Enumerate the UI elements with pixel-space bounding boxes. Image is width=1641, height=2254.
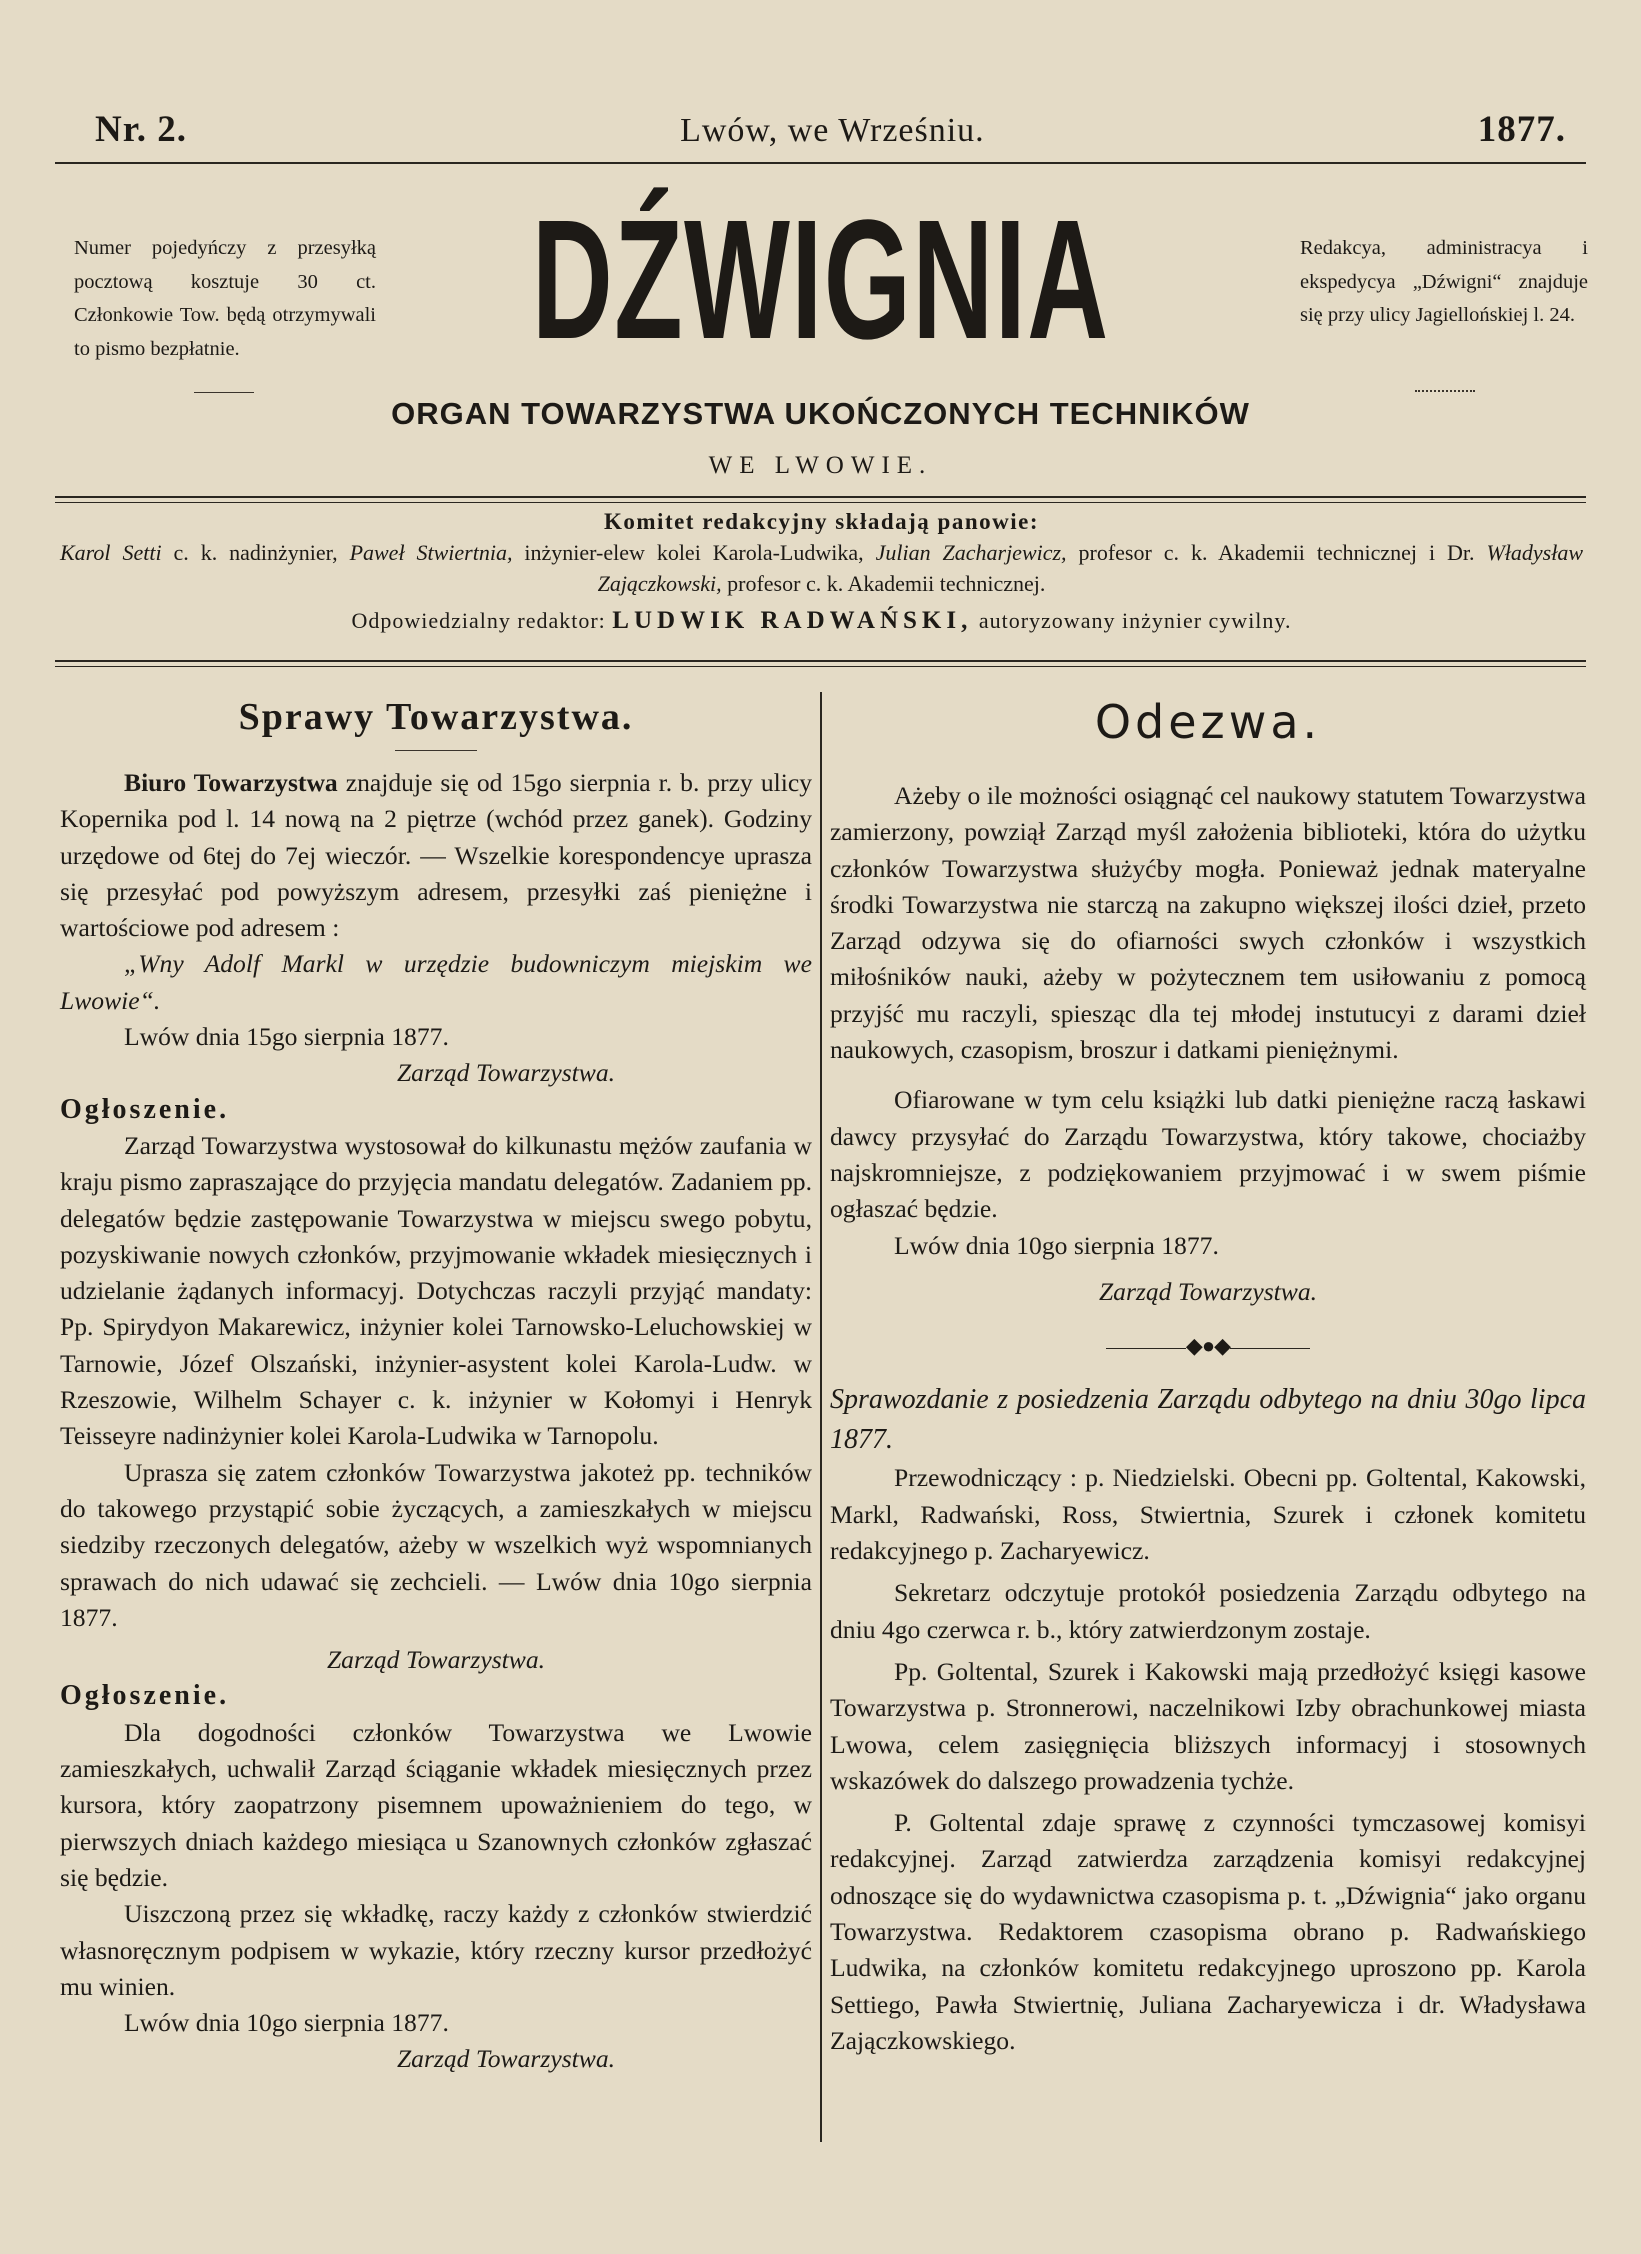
issue-year: 1877.	[1477, 109, 1566, 150]
board-signature: Zarząd Towarzystwa.	[396, 2044, 616, 2074]
committee-double-rule	[55, 660, 1586, 662]
member-role: profesor c. k. Akademii technicznej.	[721, 571, 1046, 596]
issue-number: Nr. 2.	[95, 109, 187, 150]
report-paragraph: P. Goltental zdaje sprawę z czynności tymczasowej komisyi redakcyjnej. Zarząd zatwierdza zarządzenia komisyi redakcyjnej odnoszące się do wydawnictwa czasopisma p. t. „Dźwignia“ jako organu Towarzystwa. Redaktorem czasopisma obrano p. Radwańskiego Ludwika, na członków komitetu redakcyjnego uproszono pp. Karola Settiego, Pawła Stwiertnię, Juliana Zacharyewicza i dr. Władysława Zajączkowskiego.	[830, 1808, 1586, 2055]
society-affairs-heading: Sprawy Towarzystwa.	[238, 696, 634, 738]
committee-heading: Komitet redakcyjny składają panowie:	[604, 509, 1039, 534]
top-rule	[55, 162, 1586, 164]
section-ornament	[830, 1328, 1586, 1364]
ornament-line	[1230, 1348, 1310, 1349]
masthead-topline	[95, 108, 1566, 151]
newspaper-subtitle: ORGAN TOWARZYSTWA UKOŃCZONYCH TECHNIKÓW	[391, 396, 1250, 431]
member-name: Karol Setti	[60, 540, 162, 565]
announcement-title: Ogłoszenie.	[60, 1093, 230, 1125]
appeal-date: Lwów dnia 10go sierpnia 1877.	[894, 1230, 1219, 1260]
notice-date: Lwów dnia 10go sierpnia 1877.	[124, 2008, 449, 2038]
heading-rule	[395, 750, 477, 751]
office-note-rule	[1415, 390, 1475, 392]
office-notice-lead: Biuro Towarzystwa	[124, 768, 338, 797]
board-signature: Zarząd Towarzystwa.	[396, 1058, 616, 1088]
office-notice-text: znajduje się od 15go sierpnia r. b. przy ulicy Kopernika pod l. 14 nową na 2 piętrze (wchód przez ganek). Godziny urzędowe od 6tej do 7ej wieczór. — Wszelkie korespondencye uprasza się przesyłać pod powyższym adresem, przesyłki zaś pieniężne i wartościowe pod adresem :	[60, 768, 812, 943]
mail-address: „Wny Adolf Markl w urzędzie budowniczym miejskim we Lwowie“.	[60, 949, 812, 1015]
ornament-line	[1106, 1348, 1186, 1349]
editor-name: LUDWIK RADWAŃSKI,	[612, 607, 973, 634]
member-name: Władysław Zajączkowski,	[597, 540, 1584, 596]
place-date: Lwów, we Wrześniu.	[680, 112, 985, 149]
right-column	[830, 690, 1586, 2140]
newspaper-city: WE LWOWIE.	[708, 452, 933, 479]
appeal-paragraph: Ażeby o ile możności osiągnąć cel naukowy statutem Towarzystwa zamierzony, powziął Zarząd myśl założenia biblioteki, która do użytku członków Towarzystwa służyćby mogła. Ponieważ jednak materyalne środki Towarzystwa nie starczą na zakupno większej ilości dzieł, przeto Zarząd odzywa się do ofiarności swych członków i wszystkich miłośników nauki, ażeby w pożytecznem tem usiłowaniu z pomocą przyjść mu raczyli, spiesząc dla tej młodej instutucyi z darami dzieł naukowych, czasopism, broszur i datkami pieniężnymi.	[830, 781, 1586, 1065]
board-signature: Zarząd Towarzystwa.	[326, 1645, 546, 1675]
announcement-paragraph: Uiszczoną przez się wkładkę, raczy każdy z członków stwierdzić własnoręcznym podpisem w wykazie, który rzeczny kursor przedłożyć mu winien.	[60, 1899, 812, 2001]
appeal-paragraph: Ofiarowane w tym celu książki lub datki pieniężne raczą łaskawi dawcy przysyłać do Zarządu Towarzystwa, który takowe, chociażby najskromniejsze, z podziękowaniem przyjmować i w swem piśmie ogłaszać będzie.	[830, 1085, 1586, 1224]
editor-role: autoryzowany inżynier cywilny.	[972, 608, 1292, 633]
report-paragraph: Przewodniczący : p. Niedzielski. Obecni pp. Goltental, Kakowski, Markl, Radwański, Ross, Stwiertnia, Szurek i członek komitetu redakcyjnego p. Zacharyewicz.	[830, 1463, 1586, 1566]
report-paragraph: Pp. Goltental, Szurek i Kakowski mają przedłożyć księgi kasowe Towarzystwa p. Stronnerowi, naczelnikowi Izby obrachunkowej miasta Lwowa, celem zasięgnięcia bliższych informacyj i stosownych wskazówek do dalszego prowadzenia tychże.	[830, 1656, 1586, 1795]
price-note-text: Numer pojedyńczy z przesyłką pocztową kosztuje 30 ct. Członkowie Tow. będą otrzymywali to pismo bezpłatnie.	[74, 237, 376, 360]
editor-label: Odpowiedzialny redaktor:	[351, 608, 613, 633]
left-column	[60, 690, 812, 2140]
committee-members	[60, 537, 1583, 599]
board-signature: Zarząd Towarzystwa.	[1098, 1276, 1318, 1306]
notice-date: Lwów dnia 15go sierpnia 1877.	[124, 1022, 449, 1052]
ornament-glyph: ◆●◆	[1185, 1333, 1231, 1359]
report-title: Sprawozdanie z posiedzenia Zarządu odbytego na dniu 30go lipca 1877.	[830, 1384, 1586, 1456]
office-note-text: Redakcya, administracya i ekspedycya „Dźwigni“ znajduje się przy ulicy Jagiellońskiej l. 24.	[1300, 237, 1588, 326]
newspaper-title-text: DŹWIGNIA	[531, 185, 1110, 375]
member-role: profesor c. k. Akademii technicznej i Dr.	[1066, 540, 1487, 565]
member-role: inżynier-elew kolei Karola-Ludwika,	[512, 540, 876, 565]
announcement-paragraph: Zarząd Towarzystwa wystosował do kilkunastu mężów zaufania w kraju pismo zapraszające do przyjęcia mandatu delegatów. Zadaniem pp. delegatów będzie zastępowanie Towarzystwa w miejscu swego pobytu, pozyskiwanie nowych członków, przyjmowanie wkładek miesięcznych i udzielanie żądanych informacyj. Dotychczas raczyli przyjąć mandaty: Pp. Spirydyon Makarewicz, inżynier kolei Tarnowsko-Leluchowskiej w Tarnowie, Józef Olszański, inżynier-asystent kolei Karola-Ludw. w Rzeszowie, Wilhelm Schayer c. k. inżynier w Kołomyi i Henryk Teisseyre nadinżynier kolei Karola-Ludwika w Tarnopolu.	[60, 1130, 812, 1451]
column-divider	[820, 692, 822, 2142]
newspaper-title	[0, 185, 1641, 375]
member-role: c. k. nadinżynier,	[161, 540, 350, 565]
office-notice	[60, 765, 812, 946]
editorial-committee	[60, 506, 1583, 636]
appeal-heading: Odezwa.	[1094, 695, 1322, 749]
price-note-rule	[194, 392, 254, 393]
announcement-paragraph: Uprasza się zatem członków Towarzystwa jakoteż pp. techników do takowego przystąpić sobie życzących, a zamieszkałych w miejscu siedziby rzeczonych delegatów, ażeby w wszelkich wyż wspomnianych sprawach do nich udawać się zechcieli. — Lwów dnia 10go sierpnia 1877.	[60, 1457, 812, 1632]
announcement-title: Ogłoszenie.	[60, 1680, 230, 1712]
report-paragraph: Sekretarz odczytuje protokół posiedzenia Zarządu odbytego na dniu 4go czerwca r. b., który zatwierdzonym zostaje.	[830, 1578, 1586, 1644]
announcement-paragraph: Dla dogodności członków Towarzystwa we Lwowie zamieszkałych, uchwalił Zarząd ściąganie wkładek miesięcznych przez kursora, który zaopatrzony pisemnem upoważnieniem do tego, w pierwszych dniach każdego miesiąca u Szanownych członków zgłaszać się będzie.	[60, 1717, 812, 1892]
member-name: Paweł Stwiertnia,	[349, 540, 513, 565]
member-name: Julian Zacharjewicz,	[875, 540, 1067, 565]
responsible-editor	[60, 605, 1583, 636]
masthead-double-rule	[55, 496, 1586, 498]
